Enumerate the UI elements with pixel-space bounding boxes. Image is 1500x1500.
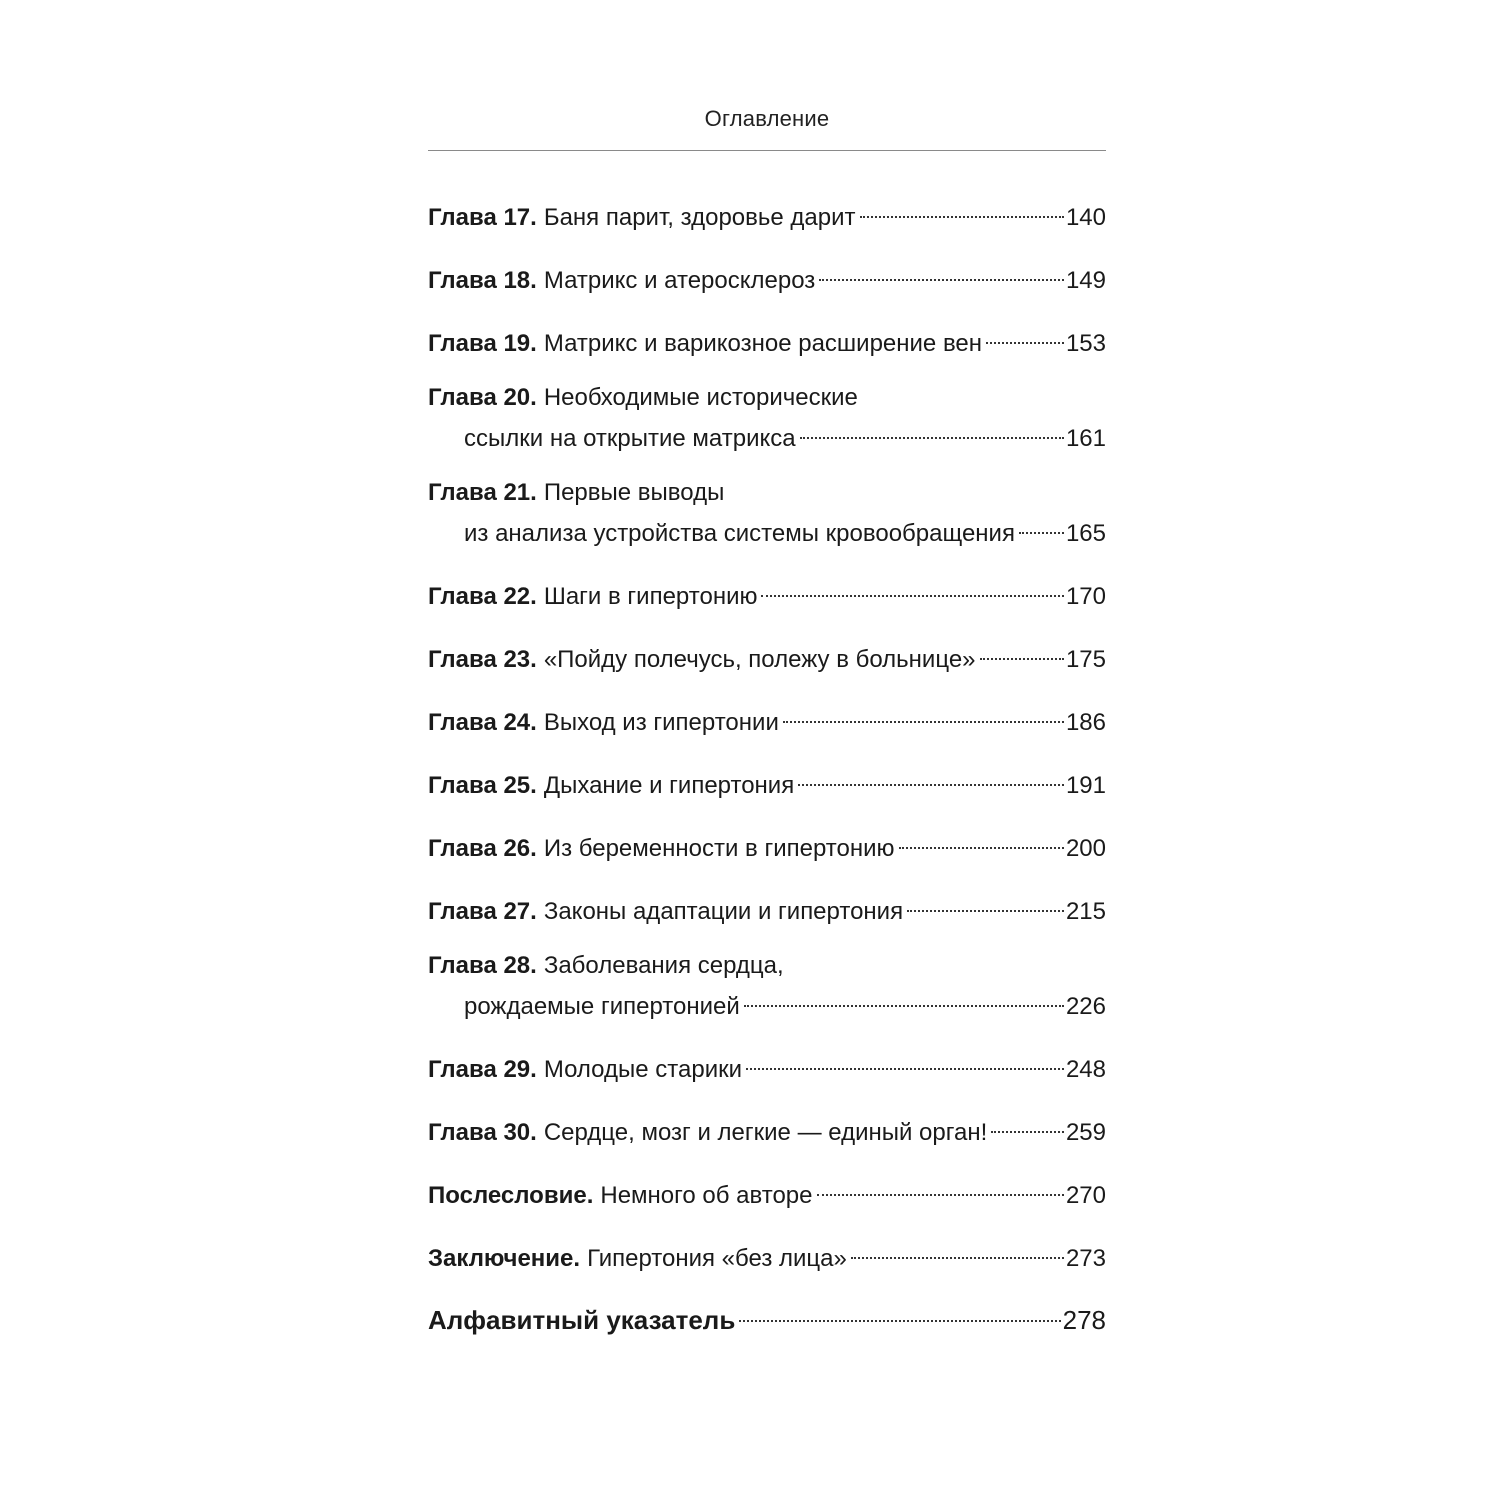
toc-entry[interactable] [428, 950, 1106, 1023]
dot-leader [746, 1045, 1064, 1077]
entry-title: Матрикс и варикозное расширение вен [543, 330, 983, 357]
entry-lead: Глава 21. [428, 479, 537, 506]
dot-leader [991, 1108, 1064, 1140]
dot-leader [819, 256, 1064, 288]
dot-leader [817, 1171, 1064, 1203]
entry-lead: Глава 26. [428, 835, 537, 862]
toc-entry[interactable] [428, 1297, 1106, 1336]
dot-leader [798, 761, 1064, 793]
dot-leader [860, 193, 1064, 225]
header-rule [428, 150, 1106, 151]
entry-title: Дыхание и гипертония [543, 772, 795, 799]
entry-title: Немного об авторе [600, 1182, 813, 1209]
entry-lead: Глава 17. [428, 204, 537, 231]
entry-lead: Глава 19. [428, 330, 537, 357]
dot-leader [851, 1234, 1064, 1266]
entry-lead: Послесловие. [428, 1182, 594, 1209]
entry-lead: Глава 24. [428, 709, 537, 736]
entry-page-number: 149 [1065, 267, 1106, 294]
entry-lead: Глава 22. [428, 583, 537, 610]
entry-title: Необходимые исторические [543, 384, 858, 411]
entry-title: Заболевания сердца, [543, 952, 784, 979]
entry-lead: Глава 27. [428, 898, 537, 925]
entry-page-number: 170 [1065, 583, 1106, 610]
entry-page-number: 191 [1065, 772, 1106, 799]
entry-title-continued: рождаемые гипертонией [464, 993, 740, 1020]
entry-lead: Глава 25. [428, 772, 537, 799]
entry-page-number: 186 [1065, 709, 1106, 736]
dot-leader [744, 982, 1064, 1014]
table-of-contents [428, 193, 1106, 1336]
toc-entry[interactable] [428, 1045, 1106, 1086]
dot-leader [800, 414, 1064, 446]
dot-leader [783, 698, 1064, 730]
entry-title: «Пойду полечусь, полежу в больнице» [543, 646, 976, 673]
entry-page-number: 278 [1062, 1305, 1106, 1335]
entry-title: Законы адаптации и гипертония [543, 898, 904, 925]
entry-page-number: 161 [1065, 425, 1106, 452]
dot-leader [899, 824, 1064, 856]
toc-entry[interactable] [428, 572, 1106, 613]
entry-lead: Глава 29. [428, 1056, 537, 1083]
entry-lead: Глава 30. [428, 1119, 537, 1146]
toc-entry[interactable] [428, 319, 1106, 360]
toc-entry[interactable] [428, 1108, 1106, 1149]
entry-page-number: 273 [1065, 1245, 1106, 1272]
toc-entry[interactable] [428, 761, 1106, 802]
toc-entry[interactable] [428, 256, 1106, 297]
entry-title-continued: ссылки на открытие матрикса [464, 425, 796, 452]
entry-page-number: 153 [1065, 330, 1106, 357]
entry-title: Гипертония «без лица» [587, 1245, 847, 1272]
toc-entry[interactable] [428, 382, 1106, 455]
dot-leader [907, 887, 1064, 919]
toc-page [428, 104, 1106, 1358]
running-title: Оглавление [704, 106, 830, 131]
entry-page-number: 270 [1065, 1182, 1106, 1209]
entry-page-number: 226 [1065, 993, 1106, 1020]
entry-title: Выход из гипертонии [543, 709, 779, 736]
dot-leader [761, 572, 1063, 604]
entry-title-continued: из анализа устройства системы кровообращения [464, 520, 1015, 547]
dot-leader [739, 1297, 1060, 1329]
toc-entry[interactable] [428, 477, 1106, 550]
entry-title: Из беременности в гипертонию [543, 835, 895, 862]
entry-title: Сердце, мозг и легкие — единый орган! [543, 1119, 988, 1146]
entry-lead: Глава 18. [428, 267, 537, 294]
entry-title: Первые выводы [543, 479, 725, 506]
entry-lead: Заключение. [428, 1245, 581, 1272]
entry-lead: Глава 20. [428, 384, 537, 411]
entry-page-number: 140 [1065, 204, 1106, 231]
dot-leader [986, 319, 1064, 351]
entry-page-number: 215 [1065, 898, 1106, 925]
entry-lead: Глава 23. [428, 646, 537, 673]
entry-title: Баня парит, здоровье дарит [543, 204, 856, 231]
dot-leader [1019, 509, 1064, 541]
entry-lead: Глава 28. [428, 952, 537, 979]
entry-page-number: 248 [1065, 1056, 1106, 1083]
toc-entry[interactable] [428, 193, 1106, 234]
entry-lead: Алфавитный указатель [428, 1305, 736, 1335]
entry-title: Шаги в гипертонию [543, 583, 758, 610]
entry-page-number: 200 [1065, 835, 1106, 862]
toc-entry[interactable] [428, 698, 1106, 739]
dot-leader [980, 635, 1064, 667]
toc-entry[interactable] [428, 1234, 1106, 1275]
toc-entry[interactable] [428, 824, 1106, 865]
entry-page-number: 165 [1065, 520, 1106, 547]
entry-title: Молодые старики [543, 1056, 743, 1083]
entry-title: Матрикс и атеросклероз [543, 267, 816, 294]
toc-entry[interactable] [428, 1171, 1106, 1212]
toc-entry[interactable] [428, 635, 1106, 676]
entry-page-number: 259 [1065, 1119, 1106, 1146]
entry-page-number: 175 [1065, 646, 1106, 673]
toc-entry[interactable] [428, 887, 1106, 928]
